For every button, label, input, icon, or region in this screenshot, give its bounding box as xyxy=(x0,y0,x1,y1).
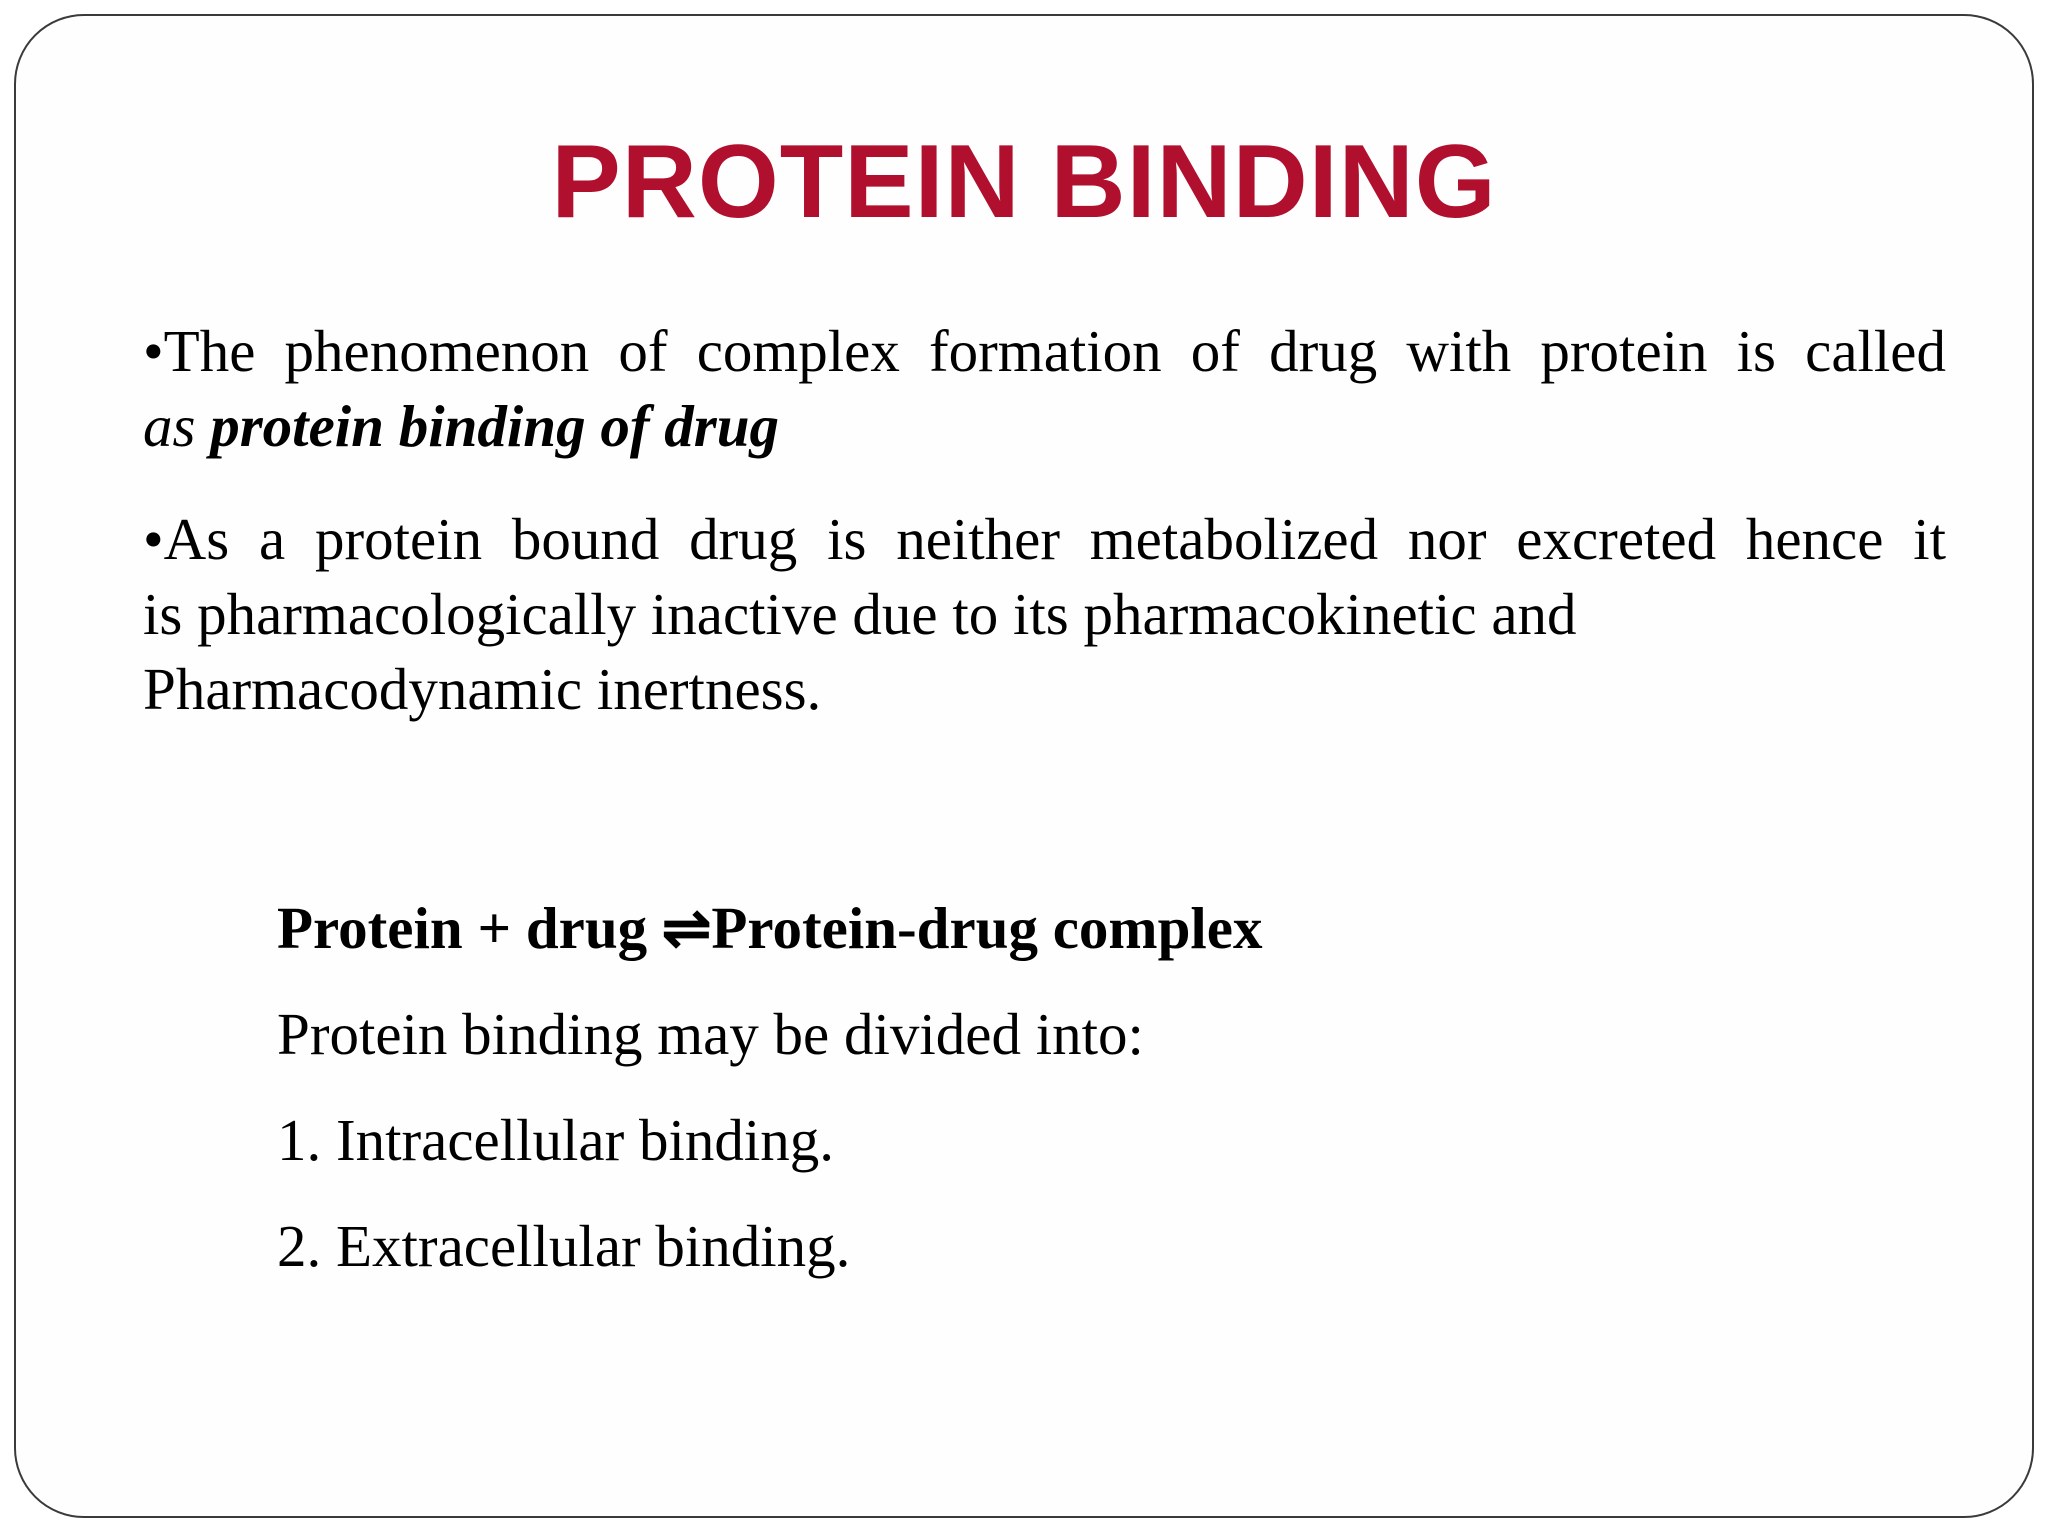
bullet2-line2: is pharmacologically inactive due to its pharmacokinetic and xyxy=(143,581,1577,647)
slide-title: PROTEIN BINDING xyxy=(551,124,1497,240)
bullet-protein-binding-definition xyxy=(143,314,1946,464)
bullet-pharmacologically-inactive xyxy=(143,502,1946,727)
binding-type-item: 1. Intracellular binding. xyxy=(277,1107,835,1173)
bullet1-as-text: as xyxy=(143,393,196,459)
bullet2-line1: •As a protein bound drug is neither metabolized nor excreted hence it xyxy=(143,506,1946,572)
divided-intro-text: Protein binding may be divided into: xyxy=(277,1001,1144,1067)
bullet1-line1: •The phenomenon of complex formation of drug with protein is called xyxy=(143,318,1946,384)
binding-equation: Protein + drug ⇌Protein-drug complex xyxy=(277,895,1263,961)
bullet2-line3: Pharmacodynamic inertness. xyxy=(143,656,822,722)
bullet1-line2 xyxy=(143,389,1946,464)
binding-type-item: 2. Extracellular binding. xyxy=(277,1213,851,1279)
bullet1-emphasis: protein binding of drug xyxy=(195,393,780,459)
